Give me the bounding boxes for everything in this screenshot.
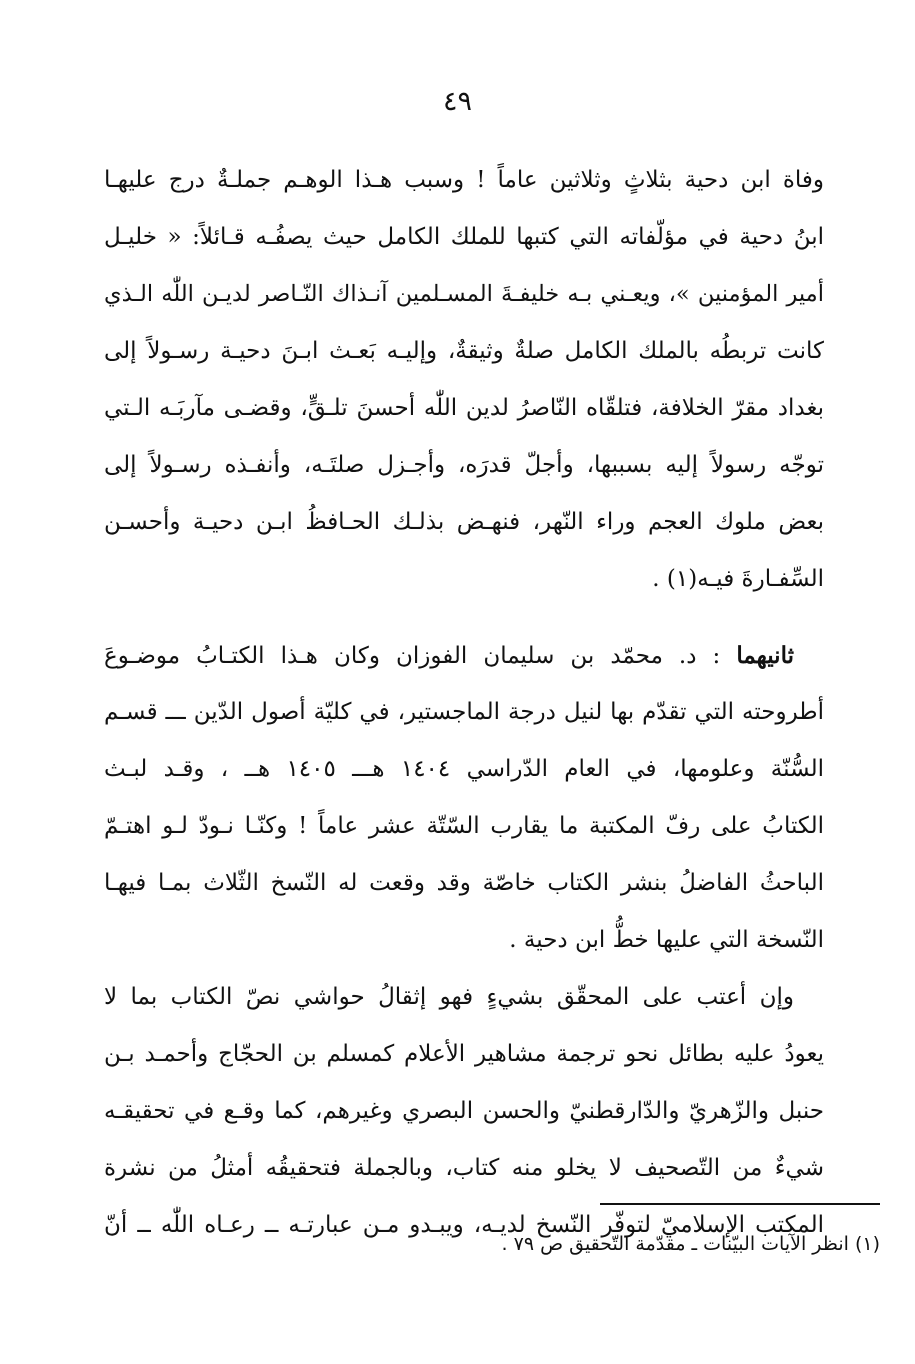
text-line-content: وإن أعتب على المحقّق بشيءٍ فهو إثقالُ حواشي نصّ الكتاب بما لا (104, 984, 794, 1010)
footnote-separator (600, 1203, 880, 1205)
text-line: توجّه رسولاً إليه بسببها، وأجلّ قدرَه، وأجـزل صلتَـه، وأنفـذه رسـولاً إلى (104, 452, 824, 478)
text-line: السِّفـارةَ فيـه(١) . (652, 566, 824, 592)
text-line: ابنُ دحية في مؤلّفاته التي كتبها للملك الكامل حيث يصفُـه قـائلاً: « خليـل (104, 224, 824, 250)
text-line: وفاة ابن دحية بثلاثٍ وثلاثين عاماً ! وسبب هـذا الوهـم جملـةٌ درج عليهـا (104, 167, 824, 193)
body-text (104, 152, 824, 1254)
text-line: بعض ملوك العجم وراء النّهر، فنهـض بذلـك الحـافظُ ابـن دحيـة وأحسـن (104, 509, 824, 535)
footnote: (١) انظر الآيات البيّنات ـ مقدّمة التّحقيق ص ٧٩ . (501, 1233, 880, 1255)
text-line: شيءٌ من التّصحيف لا يخلو منه كتاب، وبالجملة فتحقيقُه أمثلُ من نشرة (104, 1155, 824, 1181)
text-line: كانت تربطُه بالملك الكامل صلةٌ وثيقةٌ، وإليـه بَعـث ابـنَ دحيـة رسـولاً إلى (104, 338, 824, 364)
text-line: النّسخة التي عليها خطُّ ابن دحية . (509, 927, 824, 953)
text-line: يعودُ عليه بطائل نحو ترجمة مشاهير الأعلام كمسلم بن الحجّاج وأحمـد بـن (104, 1041, 824, 1067)
text-line-rest: : د. محمّد بن سليمان الفوزان وكان هـذا الكتـابُ موضـوعَ (104, 643, 737, 669)
paragraph-lead-word: ثانيهما (736, 642, 794, 669)
text-line (104, 969, 824, 1026)
text-line: الكتابُ على رفّ المكتبة ما يقارب السّتّة عشر عاماً ! وكنّـا نـودّ لـو اهتـمّ (104, 813, 824, 839)
text-line: أطروحته التي تقدّم بها لنيل درجة الماجستير، في كليّة أصول الدّين ـــ قسـم (104, 699, 824, 725)
text-line: حنبل والزّهريّ والدّارقطنيّ والحسن البصري وغيرهم، كما وقـع في تحقيقـه (104, 1098, 824, 1124)
text-line: المكتب الإسلاميّ لتوفّر النّسخ لديـه، ويبـدو مـن عبارتـه ــ رعـاه اللّٰه ــ أنّ (104, 1212, 824, 1238)
text-line: أمير المؤمنين »، ويعـني بـه خليفـةَ المسـلمين آنـذاك النّـاصر لديـن اللّٰه الـذي (104, 281, 824, 307)
text-line: السُّنّة وعلومها، في العام الدّراسي ١٤٠٤ هـــ ١٤٠٥ هــ ، وقـد لبـث (104, 756, 824, 782)
text-line: الباحثُ الفاضلُ بنشر الكتاب خاصّة وقد وقعت له النّسخ الثّلاث بمـا فيهـا (104, 870, 824, 896)
page-number: ٤٩ (442, 86, 472, 117)
text-line: بغداد مقرّ الخلافة، فتلقّاه النّاصرُ لدين اللّٰه أحسنَ تلـقٍّ، وقضـى مآربَـه الـتي (104, 395, 824, 421)
text-line (104, 627, 824, 684)
